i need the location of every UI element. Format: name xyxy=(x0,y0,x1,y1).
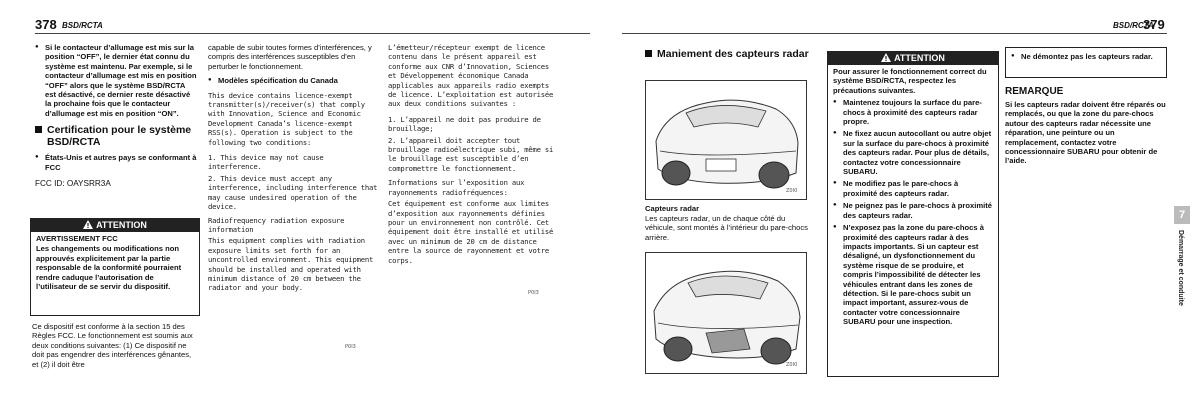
usa-bullet: ● États-Unis et autres pays se conformant à FCC xyxy=(35,153,198,172)
chapter-side-label: Démarrage et conduite xyxy=(1177,230,1184,306)
canada-en-text-4: Radiofrequency radiation exposure information xyxy=(208,215,345,234)
attention-item: ● Ne peignez pas le pare-chocs à proximité des capteurs radar. xyxy=(833,201,993,220)
radar-attention-box xyxy=(827,51,999,377)
left-section-label: BSD/RCTA xyxy=(62,21,103,30)
radar-sensor-figure-2 xyxy=(645,252,807,374)
fcc-compliance-paragraph: Ce dispositif est conforme à la section 15 des Règles FCC. Le fonctionnement est soumis aux deux conditions suivantes: (1) Ce dispositif ne doit pas engendrer des interférences gênantes, et (2) il doit être xyxy=(32,322,193,369)
certification-heading: Certification pour le système BSD/RCTA xyxy=(35,124,198,148)
remark-title: REMARQUE xyxy=(1005,86,1064,97)
chapter-tab: 7 xyxy=(1174,206,1190,224)
radar-handling-heading: Maniement des capteurs radar xyxy=(645,48,817,60)
attention-item: ● N’exposez pas la zone du pare-chocs à proximité des capteurs radar à des impacts importants. Si un capteur est désaligné, un dysfonctionnement du système risque de se produire, et compris l’impossibilité de détecter les véhicules entrant dans les zones de détection. Si le pare-chocs subit un impact important, assurez-vous de contacter votre concessionnaire SUBARU pour une inspection. xyxy=(833,223,993,326)
attention-item: ● Ne modifiez pas le pare-chocs à proximité des capteurs radar. xyxy=(833,179,993,198)
canada-fr-text-5: Cet équipement est conforme aux limites d’exposition aux rayonnements définies pour un environnement non contrôlé. Cet équipement doit être installé et utilisé avec un minimum de 20 cm de distance entre la source de rayonnement et votre corps. xyxy=(388,199,554,265)
interference-continuation: capable de subir toutes formes d’interférences, y compris des interférences susceptibles d’en perturber le fonctionnement. xyxy=(208,43,372,71)
canada-bullet: ● Modèles spécification du Canada xyxy=(208,76,378,85)
canada-en-text-3: 2. This device must accept any interference, including interference that may cause undesired operation of the device. xyxy=(208,173,378,212)
canada-en-text-5: This equipment complies with radiation exposure limits set forth for an uncontrolled environment. This equipment should be installed and operated with minimum distance of 20 cm between the radiator and your body. xyxy=(208,236,374,293)
canada-fr-text-3: 2. L’appareil doit accepter tout brouillage radioélectrique subi, même si le brouillage est susceptible d’en compromettre le fonctionnement. xyxy=(388,135,554,173)
radar-sensor-figure-1 xyxy=(645,80,807,200)
canada-fr-text-4: Informations sur l’exposition aux rayonnements radiofréquences: xyxy=(388,178,525,197)
ignition-bullet: ● Si le contacteur d’allumage est mis sur la position “OFF”, le dernier état connu du système est maintenu. Par exemple, si le contacteur d’allumage est mis en position “OFF” alors que le système BSD/RCTA est désactivé, ce dernier reste désactivé la prochaine fois que le contacteur d’allumage est mis en position “ON”. xyxy=(35,43,198,118)
figure-1-code: Z0I0 xyxy=(786,188,798,194)
fcc-warning-title: AVERTISSEMENT FCC xyxy=(36,234,118,243)
left-page-number: 378 xyxy=(35,17,57,32)
left-column-2 xyxy=(208,43,378,293)
canada-en-text-2: 1. This device may not cause interference. xyxy=(208,153,324,172)
right-section-label: BSD/RCTA xyxy=(1113,21,1154,30)
remark-text: Si les capteurs radar doivent être réparés ou remplacés, ou que la zone du pare-chocs autour des capteurs radar nécessite une réparation, une peinture ou un remplacement, contactez votre concessionnaire SUBARU pour obtenir de l’aide. xyxy=(1005,100,1166,166)
car-rear-illustration-1 xyxy=(646,81,806,199)
dismantle-box xyxy=(1005,47,1167,78)
canada-en-text-1: This device contains licence-exempt transmitter(s)/receiver(s) that comply with Innovation, Science and Economic Development Canada’s licence-exempt RSS(s). Operation is subject to the following two conditions: xyxy=(208,90,365,147)
attention-header: ATTENTION xyxy=(31,219,199,232)
right-page-number: 379 xyxy=(1143,17,1165,32)
warning-triangle-icon xyxy=(881,53,891,62)
attention-header: ATTENTION xyxy=(828,52,998,65)
left-image-code-1: P0I3 xyxy=(345,344,356,350)
figure-caption: Capteurs radar xyxy=(645,204,700,213)
fcc-warning-text: Les changements ou modifications non approuvés explicitement par la partie responsable de la conformité pourraient rendre caduque l’autorisation de l’utilisateur de se servir du dispositif. xyxy=(36,244,182,292)
canada-fr-text-2: 1. L’appareil ne doit pas produire de brouillage; xyxy=(388,114,541,134)
attention-item: ● Maintenez toujours la surface du pare-chocs à proximité des capteurs radar propre. xyxy=(833,98,993,126)
left-header-rule xyxy=(35,33,590,34)
figure-2-code: Z0I0 xyxy=(786,362,798,368)
left-column-3 xyxy=(388,43,558,265)
section-square-icon xyxy=(645,50,652,57)
left-image-code-2: P0I3 xyxy=(528,290,539,296)
fcc-attention-box xyxy=(30,218,200,316)
left-column-1 xyxy=(35,43,198,188)
warning-triangle-icon xyxy=(83,220,93,229)
canada-fr-text-1: L’émetteur/récepteur exempt de licence contenu dans le présent appareil est conforme aux CNR d’Innovation, Sciences et Développement économique Canada applicables aux appareils radio exempts de licence. L’exploitation est autorisée aux deux conditions suivantes : xyxy=(388,43,554,109)
attention-item: ● Ne fixez aucun autocollant ou autre objet sur la surface du pare-chocs à proximité des capteurs radar. Pour plus de détails, contactez votre concessionnaire SUBARU. xyxy=(833,129,993,176)
figure-caption-text: Les capteurs radar, un de chaque côté du véhicule, sont montés à l’intérieur du pare-chocs arrière. xyxy=(645,214,808,242)
right-header-rule xyxy=(622,33,1167,34)
fcc-id: FCC ID: OAYSRR3A xyxy=(35,179,111,189)
attention-intro: Pour assurer le fonctionnement correct du système BSD/RCTA, respectez les précautions suivantes. xyxy=(833,67,987,95)
section-square-icon xyxy=(35,126,42,133)
car-rear-illustration-2 xyxy=(646,253,806,373)
dismantle-bullet: ● Ne démontez pas les capteurs radar. xyxy=(1011,52,1161,61)
